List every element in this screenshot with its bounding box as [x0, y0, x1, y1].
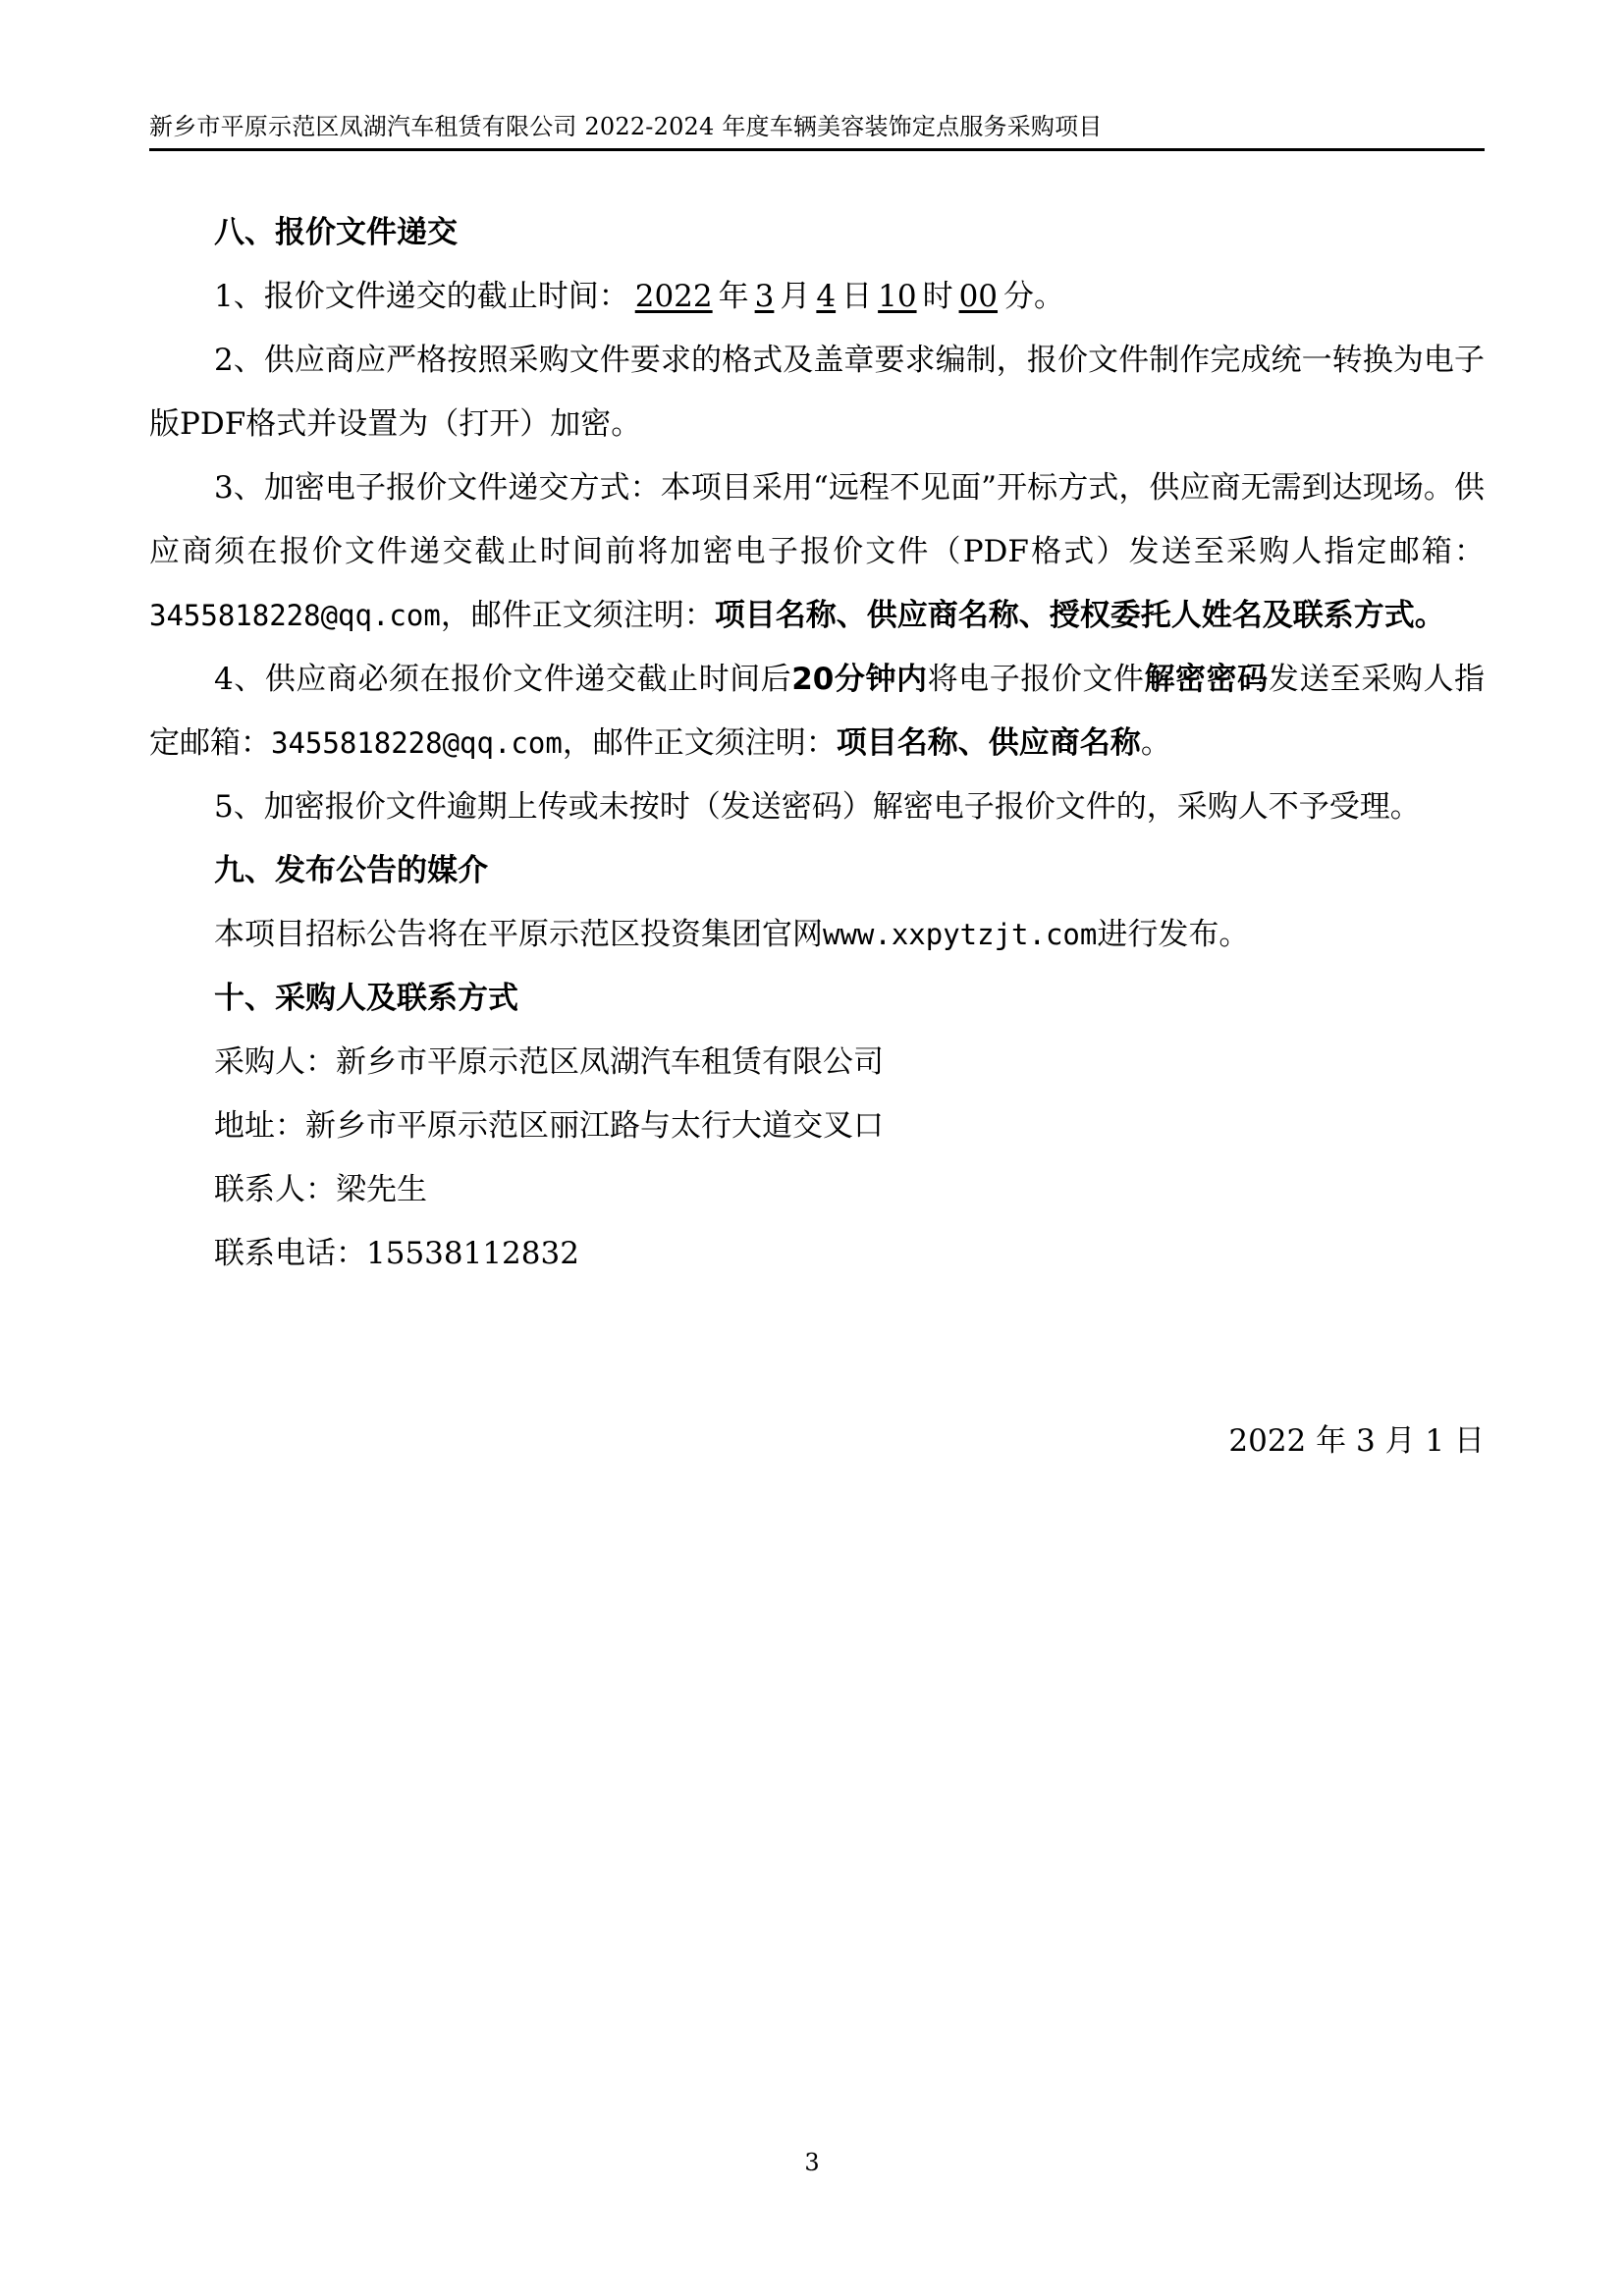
item-4-part4: ，邮件正文须注明： — [562, 725, 837, 761]
deadline-year: 2022 — [634, 279, 713, 314]
section-8-heading: 八、报价文件递交 — [214, 215, 458, 250]
section-9-text-after: 进行发布。 — [1097, 917, 1250, 952]
item-3-email: 3455818228@qq.com — [149, 599, 441, 632]
item-4-bold-tail: 项目名称、供应商名称 — [836, 725, 1141, 761]
deadline-year-unit: 年 — [718, 279, 749, 314]
item-4-part1: 4、供应商必须在报价文件递交截止时间后 — [214, 662, 792, 697]
item-3-text: 3、加密电子报价文件递交方式：本项目采用“远程不见面”开标方式，供应商无需到达现场。供应商须在报价文件递交截止时间前将加密电子报价文件（PDF格式）发送至采购人指定邮箱： — [149, 470, 1485, 569]
deadline-month: 3 — [754, 279, 775, 314]
contact-line: 联系人：梁先生 — [214, 1172, 427, 1207]
section-8-item-2: 2、供应商应严格按照采购文件要求的格式及盖章要求编制，报价文件制作完成统一转换为电子版PDF格式并设置为（打开）加密。 — [149, 343, 1485, 442]
section-9-text-before: 本项目招标公告将在平原示范区投资集团官网 — [214, 917, 823, 952]
section-9-heading: 九、发布公告的媒介 — [214, 853, 488, 888]
item-4-end: 。 — [1140, 725, 1171, 761]
page-header-title: 新乡市平原示范区凤湖汽车租赁有限公司 2022-2024 年度车辆美容装饰定点服务采购项目 — [149, 113, 1103, 140]
item-4-part2: 将电子报价文件 — [927, 662, 1145, 697]
section-8-item-5: 5、加密报价文件逾期上传或未按时（发送密码）解密电子报价文件的，采购人不予受理。 — [214, 789, 1421, 825]
deadline-month-unit: 月 — [780, 279, 811, 314]
deadline-day: 4 — [816, 279, 837, 314]
document-body — [149, 201, 1485, 1286]
section-8-item-4 — [149, 648, 1485, 775]
deadline-minute-unit: 分。 — [1003, 279, 1065, 314]
page-number: 3 — [804, 2149, 820, 2176]
section-8-item-3 — [149, 456, 1485, 648]
deadline-day-unit: 日 — [841, 279, 873, 314]
deadline-minute: 00 — [958, 279, 999, 314]
phone-line: 联系电话：15538112832 — [214, 1236, 579, 1271]
section-9-text — [149, 903, 1485, 967]
section-9-website: www.xxpytzjt.com — [823, 918, 1098, 951]
deadline-hour: 10 — [878, 279, 917, 314]
item-4-bold2: 解密密码 — [1144, 662, 1269, 697]
section-10-heading: 十、采购人及联系方式 — [214, 981, 518, 1016]
section-8-item-1 — [149, 265, 1485, 329]
item-4-email: 3455818228@qq.com — [271, 726, 563, 760]
deadline-prefix: 1、报价文件递交的截止时间： — [214, 279, 629, 314]
purchaser-line: 采购人：新乡市平原示范区凤湖汽车租赁有限公司 — [214, 1044, 884, 1080]
sign-date: 2022 年 3 月 1 日 — [1228, 1423, 1485, 1459]
deadline-hour-unit: 时 — [922, 279, 953, 314]
item-4-part3: 发送至采购人指定邮箱： — [149, 662, 1486, 761]
header-divider — [149, 148, 1485, 151]
address-line: 地址：新乡市平原示范区丽江路与太行大道交叉口 — [214, 1108, 884, 1144]
item-3-bold-tail: 项目名称、供应商名称、授权委托人姓名及联系方式。 — [714, 598, 1445, 633]
item-3-middle: ，邮件正文须注明： — [440, 598, 715, 633]
item-4-bold1: 20分钟内 — [791, 662, 928, 697]
